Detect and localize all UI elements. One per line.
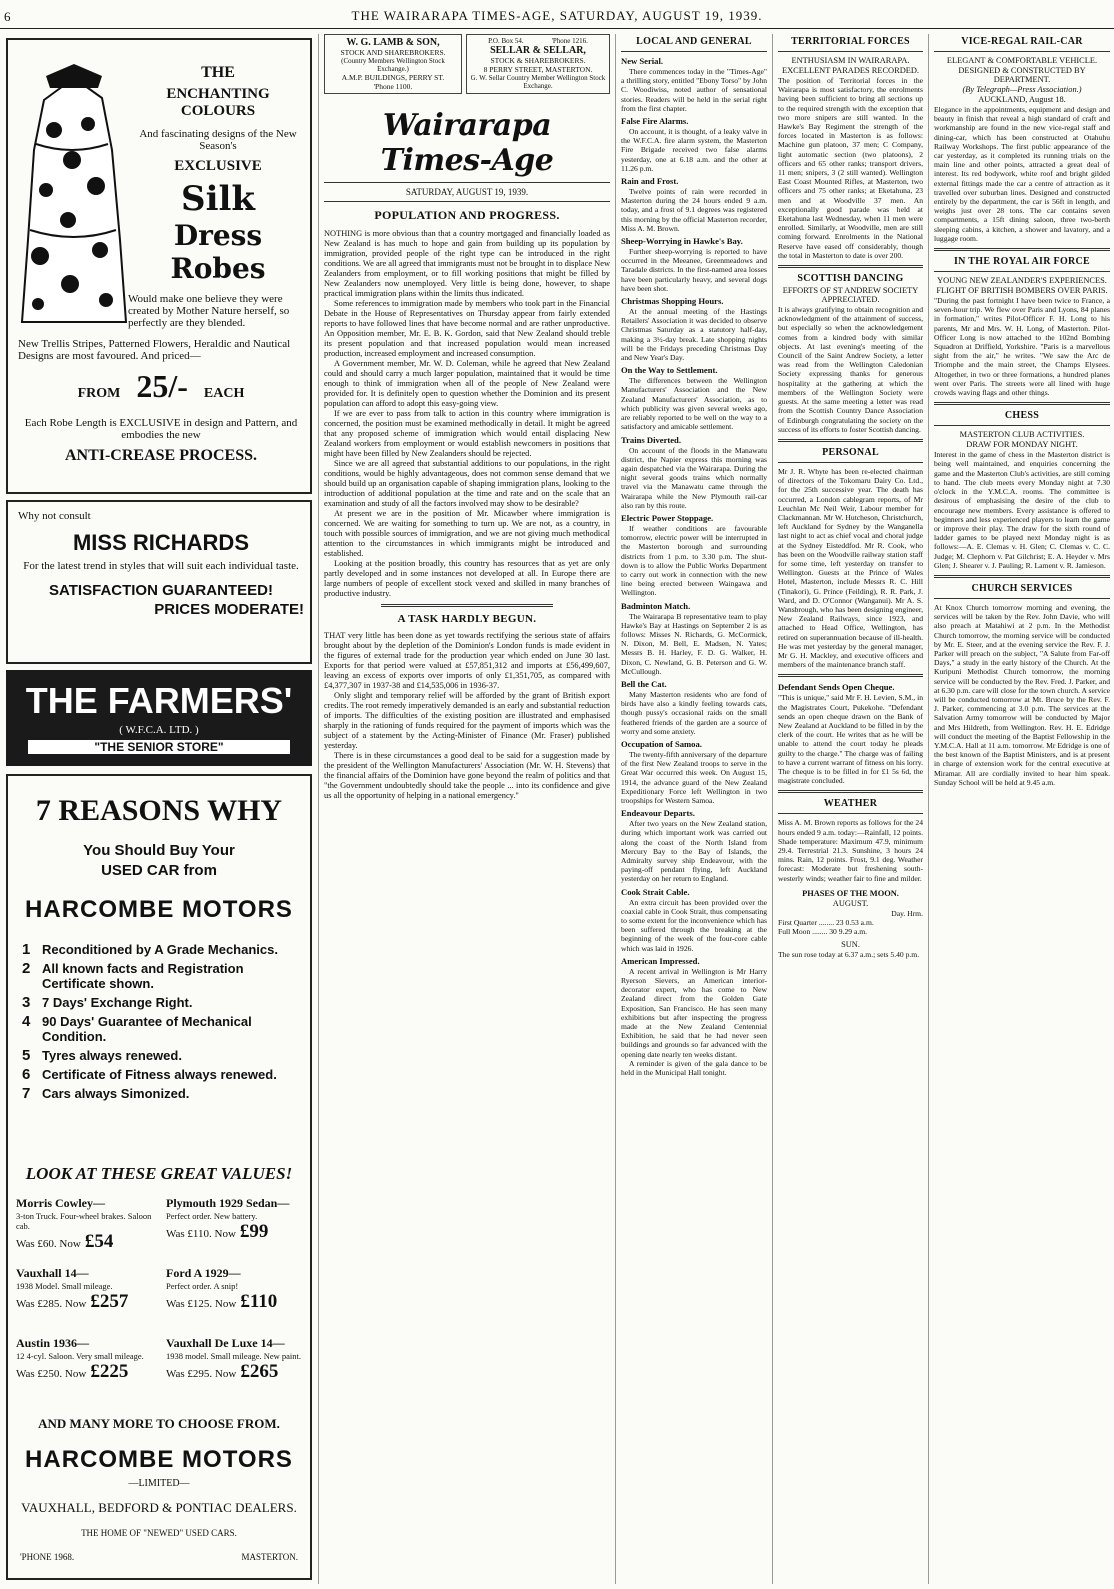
broker-line: 8 PERRY STREET, MASTERTON. bbox=[483, 65, 593, 74]
local-item-heading: Rain and Frost. bbox=[621, 176, 679, 187]
reason-text: 7 Days' Exchange Right. bbox=[42, 995, 193, 1010]
local-item-body: At the annual meeting of the Hastings Retailers' Association it was decided to observe Christmas Saturday as a statutory half-day, making a 3½-day break. Late shopping nights will be the Fridays preceding Christmas Day and New Year's Day. bbox=[621, 307, 767, 363]
editorial-column bbox=[324, 34, 610, 1584]
car-name: Vauxhall 14— bbox=[16, 1266, 89, 1280]
look-line: LOOK AT THESE GREAT VALUES! bbox=[25, 1164, 293, 1183]
farmers-title: THE FARMERS' bbox=[25, 680, 293, 721]
local-item-body: Further sheep-worrying is reported to have occurred in the Meeanee, Greenmeadows and Taradale districts. In the first-named area losses have been particularly heavy, and several dogs have been shot. bbox=[621, 247, 767, 293]
ad-line: Dress Robes bbox=[170, 219, 266, 285]
car-listing bbox=[166, 1336, 306, 1394]
broker-line: (Country Members Wellington Stock Exchange.) bbox=[341, 57, 445, 73]
car-name: Vauxhall De Luxe 14— bbox=[166, 1336, 285, 1350]
editorial-paragraph: If we are ever to pass from talk to action in this country where immigration is concerned, the position must be examined methodically in detail. It might be agreed that any proposed scheme of immigration which would entail displacing New Zealand workers from employment or would establish newcomers in positions that might have been filled by New Zealanders should be rejected. bbox=[324, 409, 610, 458]
local-item-body: There commences today in the "Times-Age" a thrilling story, entitled "Ebony Torso" by John C. Woodiwiss, noted author of sensational stories. Readers will be held in the serial right from the first chapter. bbox=[621, 67, 767, 113]
car-was-price: Was £125. Now bbox=[166, 1298, 237, 1310]
moon-heading: PHASES OF THE MOON. bbox=[802, 888, 899, 898]
sun-heading: SUN. bbox=[841, 940, 860, 950]
car-listing bbox=[16, 1196, 156, 1254]
edition-date: SATURDAY, AUGUST 19, 1939. bbox=[405, 187, 529, 197]
reason-text: Cars always Simonized. bbox=[42, 1086, 190, 1101]
article-body: Mr J. R. Whyte has been re-elected chairman of directors of the Tokomaru Dairy Co. Ltd., for the 25th successive year. The death has occurred, a London cablegram reports, of Mr Leuchlan Mc Neil Weir, Labour member for Clackmannan. Mr W. Hutcheson, Christchurch, left Auckland for Sydney by the Wanganella last night to act as chief vocal and choral judge at the Sydney Eisteddfod. Mr R. Cook, who has been on the Woodville railway station staff for some time, left yesterday on transfer to Wellington. Guests at the Prince of Wales Hotel, Masterton, include Messrs R. C. Hill (Tinakori), G. Prince (Feilding), R. R. Park, J. Ward, and D. O'Connor (Wanganui). Mr A. S. Wansbrough, who has been designing engineer, New Zealand Railways, since 1923, and attached to Head Office, Wellington, has retired on superannuation because of ill-health. He was met yesterday by the general manager, Mr G. H. Mackley, and executive officers and members of the maintenance branch staff. bbox=[778, 466, 923, 670]
sub-heading: YOUNG NEW ZEALANDER'S EXPERIENCES. bbox=[937, 276, 1107, 286]
local-item-body: The twenty-fifth anniversary of the departure of the first New Zealand troops to serve in the Great War occurred this week. On August 15, 1914, the advance guard of the New Zealand Expeditionary Force left Wellington in two troopships for Western Samoa. bbox=[621, 749, 767, 805]
broker-card-lamb bbox=[324, 34, 462, 94]
ad-name: HARCOMBE MOTORS bbox=[25, 896, 293, 923]
farmers-ad bbox=[6, 670, 312, 766]
reason-item bbox=[22, 1086, 306, 1101]
section-heading: WEATHER bbox=[823, 798, 878, 810]
ad-line: PRICES MODERATE! bbox=[154, 601, 304, 618]
local-item-heading: Christmas Shopping Hours. bbox=[621, 296, 724, 307]
editorial-paragraph: A Government member, Mr. W. D. Coleman, while he agreed that New Zealand could and should carry a much larger population, maintained that it would be time enough to think of immigration when all of the people of New Zealand were provided for. It is definitely open to question whether the Dominion and its present population can afford to adopt this easy-going view. bbox=[324, 359, 610, 408]
column-rule bbox=[615, 34, 616, 1584]
editorial-paragraph: Looking at the position broadly, this country has resources that as yet are only partly developed and in some instances not developed at all. In Europe there are large numbers of people of excellent stock vexed and skilled in many branches of productive industry. bbox=[324, 559, 610, 598]
car-name: Morris Cowley— bbox=[16, 1196, 105, 1210]
reason-text: Tyres always renewed. bbox=[42, 1048, 182, 1063]
car-desc: Perfect order. A snip! bbox=[166, 1281, 239, 1291]
robe-illustration bbox=[16, 60, 128, 332]
reason-text: 90 Days' Guarantee of Mechanical Condition. bbox=[42, 1014, 252, 1044]
local-item-body: A reminder is given of the gala dance to be held in the Municipal Hall tonight. bbox=[621, 1058, 767, 1078]
local-item-heading: New Serial. bbox=[621, 56, 664, 66]
page-title: THE WAIRARAPA TIMES-AGE, SATURDAY, AUGUST 19, 1939. bbox=[351, 8, 763, 23]
ad-line: Why not consult bbox=[18, 510, 91, 522]
sub-heading: Defendant Sends Open Cheque. bbox=[778, 682, 895, 693]
ad-line: Would make one believe they were created by Mother Nature herself, so perfectly are they blended. bbox=[128, 293, 290, 329]
reason-item bbox=[22, 995, 306, 1010]
local-general-column bbox=[621, 34, 767, 1584]
local-item-body: An extra circuit has been provided over the coaxial cable in Cook Strait, thus compensating to some extent for the inconvenience which has been suffered through the breaking at the beginning of the week of the four-core cable which was laid in 1926. bbox=[621, 897, 767, 953]
local-item-heading: Badminton Match. bbox=[621, 600, 691, 611]
car-now-price: £99 bbox=[239, 1221, 269, 1242]
article-body: The position of Territorial forces in the Wairarapa is most satisfactory, the enrolments having been sufficient to bring all sections up to the required strength with the exception that two more snipers are still wanted. In the Hawke's Bay Regiment the strength of the forces located in Masterton is as follows: Machine gun platoon, 37 men; C Company, light automatic section (two platoons), 2 officers and 65 other ranks; transport drivers, 11 men; snipers, 3 (2 still wanted). Wellington East Coast Mounted Rifles, at Masterton, two officers and 75 other ranks; at Eketahuna, 23 men and at Woodville 37 men. An exceptionally good parade was held at Eketahuna last Wednesday, when 11 men were enrolled. Similarly, at Woodville, men are still coming forward. Enrolments in the National Reserve have eased off considerably, though the total in Masterton to date is over 200. bbox=[778, 76, 923, 260]
reason-number: 4 bbox=[22, 1013, 31, 1030]
car-desc: 12 4-cyl. Saloon. Very small mileage. bbox=[16, 1351, 144, 1361]
reason-text: Reconditioned by A Grade Mechanics. bbox=[42, 942, 278, 957]
farmers-slogan: "THE SENIOR STORE" bbox=[28, 740, 290, 754]
moon-cols: Day. Hrm. bbox=[891, 908, 923, 918]
ad-line: THE bbox=[201, 64, 235, 81]
editorial-paragraph: NOTHING is more obvious than that a country mortgaged and financially loaded as New Zealand is has much to hope and gain from building up its population by immigration, provided people of the right type can be introduced in the right conditions. We are all agreed that immigrants must not be brought in to displace New Zealanders from employment, or to fill working positions that might be filled by New Zealanders now unemployed. Very little is being done, however, to shape practical immigration plans within the limits thus indicated. bbox=[324, 229, 610, 298]
car-name: Ford A 1929— bbox=[166, 1266, 241, 1280]
sub-heading: EFFORTS OF ST ANDREW SOCIETY APPRECIATED. bbox=[782, 286, 919, 305]
reason-item bbox=[22, 942, 306, 957]
local-item-body: On account of the floods in the Manawatu district, the Napier express this morning was again despatched via the Wairarapa. During the night several goods trains which normally travel via the Manawatu came through the Wairarapa while the New Plymouth rail-car also ran by this route. bbox=[621, 445, 767, 510]
reason-item bbox=[22, 1067, 306, 1082]
editorial-paragraph: There is in these circumstances a good deal to be said for a suggestion made by the president of the Wellington Manufacturers' Association (Mr. W. H. Stevens) that the financial affairs of the Dominion have gone beyond the realm of politics and that "the Government undoubtedly should take the people ... into its confidence and give us all the opportunity of helping in a national emergency." bbox=[324, 751, 610, 800]
car-was-price: Was £285. Now bbox=[16, 1298, 87, 1310]
reason-number: 5 bbox=[22, 1047, 31, 1064]
moon-row: First Quarter ........ 23 0.53 a.m. bbox=[778, 918, 874, 928]
sun-row: The sun rose today at 6.37 a.m.; sets 5.40 p.m. bbox=[778, 950, 920, 960]
local-item-body: If weather conditions are favourable tomorrow, electric power will be interrupted in the Masterton borough and surrounding districts from 1 p.m. to 3.30 p.m. The shut-down is to allow the Public Works Department to carry out work in connection with the new line being erected between Waingawa and Wellington. bbox=[621, 523, 767, 598]
ad-line: VAUXHALL, BEDFORD & PONTIAC DEALERS. bbox=[21, 1500, 297, 1515]
local-item-body: On account, it is thought, of a leaky valve in the W.F.C.A. fire alarm system, the Masterton Fire Brigade received two false alarms yesterday, one at 6.18 a.m. and the other at 11.26 p.m. bbox=[621, 127, 767, 173]
cars-grid bbox=[16, 1196, 306, 1394]
sub-heading: DRAW FOR MONDAY NIGHT. bbox=[966, 440, 1078, 450]
car-listing bbox=[16, 1336, 156, 1394]
section-heading: VICE-REGAL RAIL-CAR bbox=[961, 36, 1083, 47]
reason-number: 1 bbox=[22, 941, 31, 958]
reason-number: 2 bbox=[22, 960, 31, 977]
car-listing bbox=[166, 1196, 306, 1254]
editorial-paragraph: At present we are in the position of Mr. Micawber where immigration is concerned. We are waiting for something to turn up. We are not, as a country, in touch with possible sources of immigration, and we are not giving much methodical attention to the circumstances in which immigrants might be introduced and established. bbox=[324, 509, 610, 558]
section-heading: CHESS bbox=[1004, 410, 1040, 422]
section-heading: PERSONAL bbox=[822, 446, 879, 458]
local-item-body: Twelve points of rain were recorded in Masterton during the 24 hours ended 9 a.m. today, and a frost of 9.1 degrees was registered this morning by the official Masterton recorder, Miss A. M. Brown. bbox=[621, 187, 767, 233]
ad-line: ENCHANTING COLOURS bbox=[166, 86, 270, 119]
local-items bbox=[621, 56, 767, 1077]
local-item-heading: False Fire Alarms. bbox=[621, 116, 689, 127]
broker-line: STOCK & SHAREBROKERS. bbox=[490, 56, 586, 65]
ad-line: New Trellis Stripes, Patterned Flowers, Heraldic and Nautical Designs are most favoured. And priced— bbox=[18, 338, 291, 362]
local-item-heading: Cook Strait Cable. bbox=[621, 886, 690, 897]
local-item-heading: Sheep-Worrying in Hawke's Bay. bbox=[621, 236, 743, 247]
news-column-5 bbox=[934, 34, 1110, 1584]
car-was-price: Was £295. Now bbox=[166, 1368, 237, 1380]
broker-name: W. G. LAMB & SON, bbox=[346, 37, 440, 48]
reason-item bbox=[22, 961, 306, 991]
article-body: It is always gratifying to obtain recognition and acknowledgment of the attainment of success, but especially so when the acknowledgement comes from a kindred body with similar objects. At last evening's meeting of the Council of the Saint Andrew Society, a letter was read from the Wellington Caledonian Society expressing thanks for generous hospitality at the gathering at which the members of the Wellington Society were guests. At the same meeting a letter was read from the Scottish Country Dance Association of Edinburgh congratulating the society on the success of its efforts to foster Scottish dancing. bbox=[778, 305, 923, 434]
ad-line: EACH bbox=[203, 386, 245, 401]
ad-line: ANTI-CREASE PROCESS. bbox=[64, 447, 258, 464]
local-item-heading: Electric Power Stoppage. bbox=[621, 512, 714, 523]
car-name: Plymouth 1929 Sedan— bbox=[166, 1196, 290, 1210]
editorial-paragraph: Since we are all agreed that substantial additions to our populations, in the right conditions, would be highly advantageous, does not common sense demand that we should build up an organisation capable of shaping immigration plans, looking to the introduction of additional population at the time and rate and on the scale that an examination and study of all the factors involved may show to be desirable? bbox=[324, 459, 610, 508]
ad-line: THE HOME OF "NEWED" USED CARS. bbox=[81, 1528, 237, 1538]
sub-heading: EXCELLENT PARADES RECORDED. bbox=[781, 66, 920, 75]
broker-line: STOCK AND SHAREBROKERS. bbox=[340, 48, 446, 57]
car-was-price: Was £60. Now bbox=[16, 1238, 81, 1250]
car-desc: 1938 model. Small mileage. New paint. bbox=[166, 1351, 302, 1361]
section-heading: SCOTTISH DANCING bbox=[797, 273, 904, 285]
masthead bbox=[0, 0, 1114, 29]
column-rule bbox=[318, 34, 319, 1584]
local-item-heading: Endeavour Departs. bbox=[621, 808, 695, 819]
broker-line: 'Phone 1100. bbox=[373, 82, 413, 91]
reason-item bbox=[22, 1014, 306, 1044]
section-heading: CHURCH SERVICES bbox=[971, 582, 1073, 594]
local-item-body: The Wairarapa B representative team to play Hawke's Bay at Hastings on September 2 is as follows: Misses N. Richards, G. McCormick, N. Dixon, M. Bell, E. Madsen, N. Yates; Messrs B. H. Harley, F. D. G. Walker, H. Dixon, C. Newland, G. B. Peterson and G. W. McCullough. bbox=[621, 611, 767, 676]
article-body: "This is unique," said Mr F. H. Levien, S.M., in the Magistrates Court, Pukekohe. "Defendant sends an open cheque drawn on the Bank of New Zealand at Auckland to be filled in by the clerk of the court. He writes that as he will be unable to attend the court today he pleads guilty to the charge." The charge was of failing to have a current warrant of fitness on his lorry. The cheque is to be filled in for £1 5s 6d, the magistrate concluded. bbox=[778, 693, 923, 786]
ad-line: —LIMITED— bbox=[128, 1478, 190, 1489]
article-body: "During the past fortnight I have been twice to France, a seven-hour trip. We flew over Paris and Lyons, 84 planes in formation," writes Pilot-Officer F. H. Long to his parents, Mr and Mrs. W. H. Long, of Masterton. Pilot-Officer Long is now attached to the 102nd Bombing Squadron at Driffield, Yorkshire. "Paris is a marvellous sight from the air," he writes. "We saw the Arc de Triomphe and the main street, the Champs Elysees. Altogether, in two or three formations, a hundred planes went over Paris. The streets were all lined with huge crowds waving flags and other things. bbox=[934, 296, 1110, 398]
local-item-heading: Bell the Cat. bbox=[621, 678, 667, 689]
sub-heading: DESIGNED & CONSTRUCTED BY DEPARTMENT. bbox=[958, 66, 1086, 84]
local-item-body: A recent arrival in Wellington is Mr Harry Ryerson Sievers, an American interior-decorator expert, who has come to New Zealand direct from the Golden Gate Exposition, San Francisco. He has seen many exhibitions but after inspecting the progress made at the New Zealand Centennial Exhibition, he said that he had never seen buildings and grounds so far advanced with the opening date nearly ten weeks distant. bbox=[621, 966, 767, 1059]
ad-line: SATISFACTION GUARANTEED! bbox=[49, 582, 273, 599]
ad-name: HARCOMBE MOTORS bbox=[25, 1446, 293, 1473]
reason-number: 7 bbox=[22, 1085, 31, 1102]
ad-title: 7 REASONS WHY bbox=[35, 794, 283, 827]
dateline: AUCKLAND, August 18. bbox=[978, 95, 1066, 104]
car-listing bbox=[166, 1266, 306, 1324]
miss-richards-ad bbox=[6, 500, 312, 664]
car-now-price: £265 bbox=[240, 1361, 279, 1382]
local-item-heading: American Impressed. bbox=[621, 955, 700, 966]
section-heading: IN THE ROYAL AIR FORCE bbox=[953, 256, 1091, 268]
dateline: (By Telegraph—Press Association.) bbox=[962, 85, 1082, 94]
ad-line: Silk bbox=[181, 179, 255, 219]
ad-line: You Should Buy Your bbox=[83, 842, 235, 859]
ad-line: Each Robe Length is EXCLUSIVE in design and Pattern, and embodies the new bbox=[24, 417, 298, 441]
local-item-heading: Trains Diverted. bbox=[621, 434, 681, 445]
editorial-paragraph: Only slight and temporary relief will be afforded by the grant of British export credits. The root remedy imperatively demanded is an early and substantial reduction of imports. The difficulties of the existing position are illustrated and emphasised sharply in the rationing of funds required for the payment of imports which was the subject of a statement by the Acting-Minister of Finance (Mr. Fraser) published yesterday. bbox=[324, 691, 610, 750]
broker-line: P.O. Box 54. 'Phone 1216. bbox=[488, 37, 588, 45]
article-body: At Knox Church tomorrow morning and evening, the services will be taken by the Rev. John Davie, who will also preach at Matahiwi at 2 p.m. In the Methodist Church tomorrow, the morning service will be conducted by Mr. E. Steer, and at the evening service the Rev. F. J. Parker will preach on the subject, "A Salute from Far-off Days," a study in the early history of the Church. At the Kuripuni Methodist Church tomorrow, the morning service will be conducted by the Rev. Fred. J. Parker, and at 6.30 p.m. care will close for the town church. A service will be conducted tomorrow at Mt. Bruce by the Rev. F. J. Parker, commencing at 3.0 p.m. The services at the Salvation Army tomorrow will be conducted by Major and Mrs Hildreth, from Wellington. Rev. H. E. Edridge will conduct the meeting of the Baptist Fellowship in the Y.M.C.A. Hall at 11 a.m. tomorrow. Mr Edridge is one of the best known of the Baptist Ministers, and is at present in charge of extension work for the central executive at Miramar. All are cordially invited to hear him speak. Sunday School will be held at 9.45 a.m. bbox=[934, 602, 1110, 787]
local-item-body: Many Masterton residents who are fond of birds have also a kindly feeling towards cats, though pussy's occasional raids on the small feathered friends of the garden are a source of worry and some anxiety. bbox=[621, 689, 767, 736]
local-item-heading: On the Way to Settlement. bbox=[621, 365, 718, 376]
broker-line: A.M.P. BUILDINGS, PERRY ST. bbox=[341, 73, 445, 82]
car-now-price: £225 bbox=[90, 1361, 129, 1382]
price: 25/- bbox=[136, 368, 188, 404]
ad-line: And fascinating designs of the New Season's bbox=[139, 128, 297, 152]
editorial-paragraph: THAT very little has been done as yet towards rectifying the serious state of affairs brought about by the depletion of the Dominion's London funds is made evident in the figures of external trade for the production year which ended on June 30 last. Exports for that period were valued at £57,851,312 and imports at £56,499,607, leaving an excess of exports over imports of only £1,351,705, as compared with £4,377,307 in 1937-38 and £14,535,006 in 1936-37. bbox=[324, 631, 610, 690]
ad-line: FROM bbox=[77, 386, 121, 401]
car-now-price: £54 bbox=[84, 1231, 114, 1252]
editorial-headline: POPULATION AND PROGRESS. bbox=[374, 208, 560, 222]
car-desc: 1938 Model. Small mileage. bbox=[16, 1281, 113, 1291]
broker-card-sellar bbox=[466, 34, 610, 94]
page-number: 6 bbox=[4, 9, 11, 24]
reason-item bbox=[22, 1048, 306, 1063]
article-body: Miss A. M. Brown reports as follows for the 24 hours ended 9 a.m. today:—Rainfall, 12 points. Shade temperature: Maximum 47.9, minimum 29.4. Terrestrial 21.3. Sunshine, 3 hours 24 mins. Rain, 12 points. Frost, 9.1 deg. Weather forecast: Moderate but freshening south-westerly winds; weather fair to fine and milder. bbox=[778, 818, 923, 883]
moon-row: Full Moon ........ 30 9.29 a.m. bbox=[778, 927, 868, 937]
reason-text: Certificate of Fitness always renewed. bbox=[42, 1067, 277, 1082]
section-heading: TERRITORIAL FORCES bbox=[791, 36, 910, 47]
local-item-body: After two years on the New Zealand station, during which important work was carried out along the coast of the North Island from Mercury Bay to the Bay of Islands, the Admiralty survey ship Endeavour, with the paying-off pendant flying, left Auckland yesterday on her return to England. bbox=[621, 819, 767, 884]
newspaper-nameplate: Wairarapa Times-Age bbox=[380, 108, 554, 178]
ad-line: AND MANY MORE TO CHOOSE FROM. bbox=[38, 1416, 280, 1431]
ad-line: EXCLUSIVE bbox=[174, 158, 262, 174]
car-was-price: Was £110. Now bbox=[166, 1228, 236, 1240]
sub-heading: ENTHUSIASM IN WAIRARAPA. bbox=[791, 56, 910, 65]
reason-number: 6 bbox=[22, 1066, 31, 1083]
column-rule bbox=[772, 34, 773, 1584]
car-listing bbox=[16, 1266, 156, 1324]
sub-heading: MASTERTON CLUB ACTIVITIES. bbox=[959, 430, 1085, 440]
local-item-body: The differences between the Wellington Manufacturers' Association and the New Zealand Manufacturers' Association, as to which publicity was given several weeks ago, are reliably reported to be well on the way to a satisfactory and amicable settlement. bbox=[621, 376, 767, 432]
ad-line: MISS RICHARDS bbox=[72, 530, 249, 555]
ad-line: 'PHONE 1968. bbox=[20, 1552, 75, 1562]
editorial-headline: A TASK HARDLY BEGUN. bbox=[397, 613, 537, 625]
article-body: Elegance in the appointments, equipment and design and beauty in finish that reveal a high standard of craft and workmanship are found in the new vice-regal staff and dining-car, which has been constructed at Otahuhu Railway Workshops. The first public appearance of the car yesterday, as it completed its running trials on the main line and other points, attracted a great deal of interest. Its red bodywork, white roof and bright gilded external fittings made the car a centre of attraction as it travelled over suburban lines. Designed and constructed entirely by the department, the car is 56ft in length, and weighs just over 28 tons. The car contains seven compartments, a 15ft dining saloon, three two-berth sleeping cabins, a kitchen, a shower and lavatory, and a luggage room. bbox=[934, 105, 1110, 243]
car-was-price: Was £250. Now bbox=[16, 1368, 87, 1380]
article-body: Interest in the game of chess in the Masterton district is being well maintained, and enquiries concerning the game and the Masterton Club's activities, are still coming to hand. The club meets every Monday night at 7.30 o'clock in the Y.M.C.A. rooms. The committee is desirous of emphasising the desire of the club to encourage new members. Every assistance is offered to beginners and less experienced players to learn the game or improve their play. The draw for the sixth round of ladder games to be played next Monday night is as follows:—A. E. Clemas v. H. Glen; C. Clemas v. C. C. Judge; M. Clephorn v. Pat Gilchrist; E. A. Heyder v. Mrs Glen; J. Shearer v. J. Pauling; R. Lament v. R. Jamieson. bbox=[934, 450, 1110, 570]
moon-month: AUGUST. bbox=[832, 898, 869, 908]
broker-name: SELLAR & SELLAR, bbox=[490, 45, 586, 56]
car-desc: 3-ton Truck. Four-wheel brakes. Saloon cab. bbox=[16, 1211, 152, 1231]
ad-line: USED CAR from bbox=[101, 862, 217, 879]
car-desc: Perfect order. New battery. bbox=[166, 1211, 258, 1221]
sub-heading: ELEGANT & COMFORTABLE VEHICLE. bbox=[946, 56, 1098, 65]
car-now-price: £257 bbox=[90, 1291, 129, 1312]
column-rule bbox=[928, 34, 929, 1584]
car-name: Austin 1936— bbox=[16, 1336, 90, 1350]
editorial-paragraph: Some references to immigration made by members who took part in the Financial Debate in the House of Representatives on Thursday appear from fairly extended reports to have followed lines that have become normal and are rather unproductive. An Opposition member, Mr. E. B. K. Gordon, said that New Zealand should treble its present population and that increased population would mean increased production, increased employment and increased consumption. bbox=[324, 299, 610, 358]
reason-number: 3 bbox=[22, 994, 31, 1011]
ad-line: MASTERTON. bbox=[241, 1552, 298, 1562]
news-column-4 bbox=[778, 34, 923, 1584]
broker-line: G. W. Sellar Country Member Wellington Stock Exchange. bbox=[470, 74, 606, 90]
sub-heading: FLIGHT OF BRITISH BOMBERS OVER PARIS. bbox=[936, 286, 1108, 296]
local-item-heading: Occupation of Samoa. bbox=[621, 738, 702, 749]
silk-robes-ad bbox=[6, 38, 312, 494]
farmers-sub: ( W.F.C.A. LTD. ) bbox=[119, 724, 199, 736]
reasons-list bbox=[22, 942, 306, 1105]
section-heading: LOCAL AND GENERAL bbox=[636, 36, 752, 47]
car-now-price: £110 bbox=[240, 1291, 278, 1312]
reason-text: All known facts and Registration Certificate shown. bbox=[42, 961, 244, 991]
ad-line: For the latest trend in styles that will suit each individual taste. bbox=[23, 560, 299, 572]
harcombe-motors-ad bbox=[6, 774, 312, 1580]
